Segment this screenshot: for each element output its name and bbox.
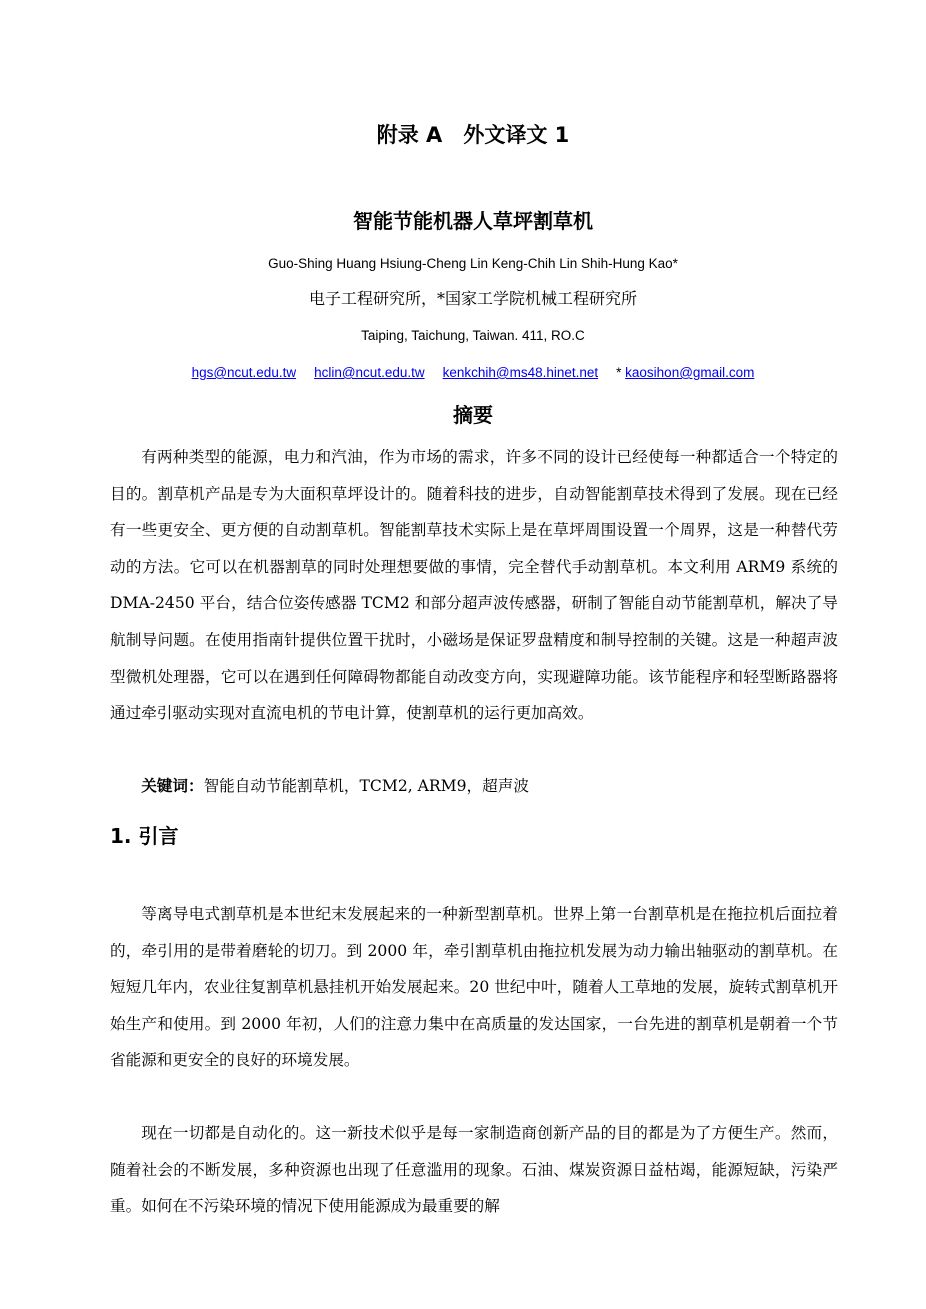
email-link-1[interactable]: hgs@ncut.edu.tw bbox=[191, 365, 297, 380]
paper-affiliation: 电子工程研究所，*国家工学院机械工程研究所 bbox=[308, 289, 637, 308]
paper-address: Taiping, Taichung, Taiwan. 411, RO.C bbox=[361, 328, 585, 343]
email-link-3[interactable]: kenkchih@ms48.hinet.net bbox=[442, 365, 599, 380]
intro-paragraph-2: 现在一切都是自动化的。这一新技术似乎是每一家制造商创新产品的目的都是为了方便生产。然而，随着社会的不断发展，多种资源也出现了任意滥用的现象。石油、煤炭资源日益枯竭，能源短缺，污染严重。如何在不污染环境的情况下使用能源成为最重要的解 bbox=[110, 1124, 838, 1216]
paper-authors: Guo-Shing Huang Hsiung-Cheng Lin Keng-Chih Lin Shih-Hung Kao* bbox=[268, 256, 678, 271]
abstract-paragraph: 有两种类型的能源，电力和汽油，作为市场的需求，许多不同的设计已经使每一种都适合一个特定的目的。割草机产品是专为大面积草坪设计的。随着科技的进步，自动智能割草技术得到了发展。现在已经有一些更安全、更方便的自动割草机。智能割草技术实际上是在草坪周围设置一个周界，这是一种替代劳动的方法。它可以在机器割草的同时处理想要做的事情，完全替代手动割草机。本文利用 ARM9 系统的 DMA-2450 平台，结合位姿传感器 TCM2 和部分超声波传感器，研制了智能自动节能割草机，解决了导航制导问题。在使用指南针提供位置干扰时，小磁场是保证罗盘精度和制导控制的关键。这是一种超声波型微机处理器，它可以在遇到任何障碍物都能自动改变方向，实现避障功能。该节能程序和轻型断路器将通过牵引驱动实现对直流电机的节电计算，使割草机的运行更加高效。 bbox=[110, 448, 838, 723]
keywords-line bbox=[110, 768, 838, 804]
keywords-label: 关键词： bbox=[141, 777, 204, 795]
appendix-title: 附录 A 外文译文 1 bbox=[376, 123, 570, 147]
paper-title: 智能节能机器人草坪割草机 bbox=[353, 209, 593, 233]
email-link-4[interactable]: kaosihon@gmail.com bbox=[625, 365, 755, 380]
keywords-text: 智能自动节能割草机，TCM2, ARM9，超声波 bbox=[203, 777, 529, 795]
author-emails bbox=[110, 361, 836, 385]
section-heading-introduction: 1. 引言 bbox=[110, 824, 179, 848]
email-link-2[interactable]: hclin@ncut.edu.tw bbox=[314, 365, 425, 380]
abstract-heading: 摘要 bbox=[453, 403, 493, 427]
intro-paragraph-1: 等离导电式割草机是本世纪末发展起来的一种新型割草机。世界上第一台割草机是在拖拉机后面拉着的，牵引用的是带着磨轮的切刀。到 2000 年，牵引割草机由拖拉机发展为动力输出轴驱动的割草机。在短短几年内，农业往复割草机悬挂机开始发展起来。20 世纪中叶，随着人工草地的发展，旋转式割草机开始生产和使用。到 2000 年初，人们的注意力集中在高质量的发达国家，一台先进的割草机是朝着一个节省能源和更安全的良好的环境发展。 bbox=[110, 905, 838, 1070]
email-star: * bbox=[616, 365, 626, 380]
